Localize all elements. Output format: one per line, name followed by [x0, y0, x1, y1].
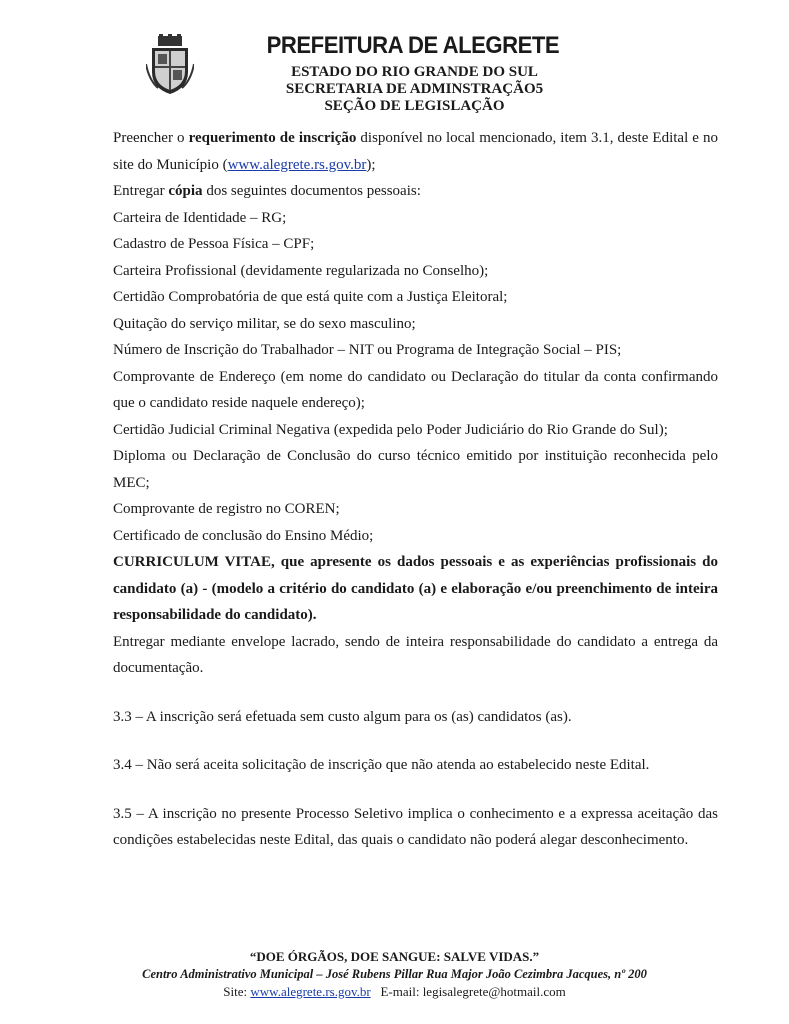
- list-item: Carteira Profissional (devidamente regularizada no Conselho);: [113, 262, 489, 279]
- header-secretariat: SECRETARIA DE ADMINSTRAÇÃO5: [285, 81, 544, 97]
- footer-website-link[interactable]: www.alegrete.rs.gov.br: [250, 984, 371, 999]
- document-body: [113, 125, 718, 854]
- list-item: Certidão Comprobatória de que está quite com a Justiça Eleitoral;: [113, 289, 508, 305]
- list-item: Número de Inscrição do Trabalhador – NIT ou Programa de Integração Social – PIS;: [113, 342, 622, 358]
- bold-text: requerimento de inscrição: [188, 130, 357, 146]
- website-link[interactable]: www.alegrete.rs.gov.br: [227, 156, 367, 173]
- curriculum-vitae-paragraph: [113, 549, 718, 629]
- paragraph-copia: [113, 178, 718, 205]
- footer-slogan: “DOE ÓRGÃOS, DOE SANGUE: SALVE VIDAS.”: [249, 949, 540, 964]
- section-3-5: 3.5 – A inscrição no presente Processo Seletivo implica o conhecimento e a expressa aceitação das condições estabelecidas neste Edital, das quais o candidato não poderá alegar desconhecimento.: [113, 805, 718, 848]
- list-item: Certidão Judicial Criminal Negativa (expedida pelo Poder Judiciário do Rio Grande do Sul);: [113, 421, 668, 438]
- paragraph-requerimento: [113, 125, 718, 178]
- bold-text: cópia: [168, 183, 203, 199]
- header-state: ESTADO DO RIO GRANDE DO SUL: [291, 64, 538, 80]
- list-item: Certificado de conclusão do Ensino Médio;: [113, 527, 374, 544]
- list-item: Diploma ou Declaração de Conclusão do curso técnico emitido por instituição reconhecida pelo MEC;: [113, 448, 718, 491]
- list-item: Comprovante de registro no COREN;: [113, 501, 340, 517]
- site-label: Site:: [223, 984, 251, 999]
- text: Preencher o: [113, 130, 189, 146]
- list-item: Comprovante de Endereço (em nome do candidato ou Declaração do titular da conta confirmando que o candidato reside naquele endereço);: [113, 368, 718, 411]
- list-item: Quitação do serviço militar, se do sexo masculino;: [113, 315, 416, 332]
- text: disponível no local mencionado, item 3.1, deste Edital e no site do Município (: [113, 130, 718, 173]
- section-3-3: 3.3 – A inscrição será efetuada sem custo algum para os (as) candidatos (as).: [113, 708, 572, 725]
- header-section: SEÇÃO DE LEGISLAÇÃO: [324, 98, 505, 114]
- envelope-paragraph: Entregar mediante envelope lacrado, sendo de inteira responsabilidade do candidato a entrega da documentação.: [113, 633, 718, 676]
- footer-address: Centro Administrativo Municipal – José Rubens Pillar Rua Major João Cezimbra Jacques, nº 200: [142, 967, 647, 981]
- text: Entregar: [113, 183, 169, 199]
- header-title: PREFEITURA DE ALEGRETE: [266, 32, 560, 59]
- text: );: [366, 156, 376, 173]
- footer-contact: [0, 984, 789, 1000]
- email-text: E-mail: legisalegrete@hotmail.com: [370, 984, 566, 999]
- list-item: Cadastro de Pessoa Física – CPF;: [113, 236, 315, 252]
- text: dos seguintes documentos pessoais:: [202, 183, 421, 199]
- section-3-4: 3.4 – Não será aceita solicitação de inscrição que não atenda ao estabelecido neste Edital.: [113, 757, 650, 773]
- bold-text: CURRICULUM VITAE, que apresente os dados pessoais e as experiências profissionais do candidato (a) - (modelo a critério do candidato (a) e elaboração e/ou preenchimento de inteira responsabilidade do candidato).: [113, 554, 718, 623]
- list-item: Carteira de Identidade – RG;: [113, 209, 287, 226]
